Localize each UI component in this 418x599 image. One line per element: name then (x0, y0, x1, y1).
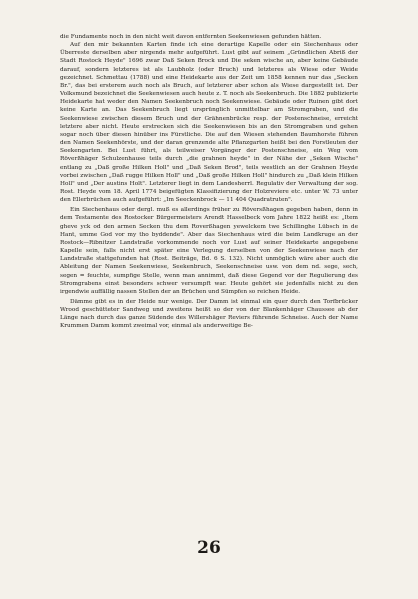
paragraph: Auf den mir bekannten Karten finde ich eine derartige Kapelle oder ein Siechenhaus oder Überreste derselben aber nirgends mehr aufgeführt. Lust gibt auf seinem „Gründlichen Abriß der Stadt Rostock Heyde" 1696 zwar Daß Seken Brock und Die seken wische an, aber keine Gebäude darauf, sondern letzteres ist als Laubholz (oder Bruch) und letzteres als Wiese oder Weide gezeichnet. Schmettau (1788) und eine Heidekarte aus der Zeit um 1858 kennen nur das „Secken Br.", das bei ersterem auch noch als Bruch, auf letzterer aber schon als Wiese dargestellt ist. Der Volksmund bezeichnet die Seekenwiesen auch heute z. T. noch als Seekenbruch. Die 1882 publizierte Heidekarte hat weder den Namen Seekenbruch noch Seekenwiese. Gebäude oder Ruinen gibt dort keine Karte an. Das Seekenbruch liegt ursprünglich unmittelbar am Stromgraben, und die Seekenwiese zwischen diesem Bruch und der Grähnenbrücke resp. der Postenschneise, erreicht letztere aber nicht. Heute erstrecken sich die Seekenwiesen bis an den Stromgraben und gehen sogar noch über diesen hinüber ins Fürstliche. Die auf den Wiesen stehenden Baumhorste führen den Namen Seekenhörste, und der daran grenzende alte Pflanzgarten heißt bei den Forstleuten der Seekengarten. Bei Lust führt, als teilweiser Vorgänger der Postenschneise, ein Weg vom Röverßhäger Schulzenhause teils durch „die grahnen heyde" in der Nähe der „Seken Wische" entlang zu „Daß große Hilken Holl" und „Daß Seken Brod", teils westlich an der Grahnen Heyde vorbei zwischen „Daß rugge Hilken Holl" und „Daß große Hilken Holl" hindurch zu „Daß klein Hilken Holl" und „Der austins Holt". Letzterer liegt in dem Landesherrl. Regulativ der Verwaltung der sog. Rost. Heyde vom 18. April 1774 beigefügten Klassifizierung der Holzreviere etc. unter W. 73 unter den Ellerbrüchen auch aufgeführt: „Im Seeckenbrock — 11 404 Quadratruten". (60, 42, 358, 204)
paragraph: Ein Siechenhaus oder dergl. muß es allerdings früher zu Röversßhagen gegeben haben, denn in dem Testamente des Rostocker Bürgermeisters Arendt Hasselbeck vom Jahre 1822 heißt es: „Item gheve yck od den armen Secken thu dem Roverßhagen yewelckem twe Schillinghe Lübsch in de Hant, umme God vor my tho byddende". Aber das Siechenhaus wird die beim Landkruge an der Rostock—Ribnitzer Landstraße vorkommende noch vor Lust auf seiner Heidekarte angegebene Kapelle sein, falls nicht erst später eine Verlegung derselben von der Seekenwiese nach der Landstraße stattgefunden hat (Rost. Beiträge, Bd. 6 S. 132). Nicht unmöglich wäre aber auch die Ableitung der Namen Seekenwiese, Seekenbruch, Seekenschneise usw. von dem nd. sege, sech, segen = feuchte, sumpfige Stelle, wenn man annimmt, daß diese Gegend vor der Regulierung des Stromgrabens einst besonders schwer versumpft war. Heute gehört sie jedenfalls nicht zu den irgendwie auffällig nassen Stellen der an Brüchen und Sümpfen so reichen Heide. (60, 207, 358, 295)
paragraph: die Fundamente noch in den nicht weit davon entfernten Seekenwiesen gefunden hätten. (60, 34, 322, 40)
body-text (60, 33, 358, 331)
page-number: 26 (197, 538, 221, 558)
paragraph: Dämme gibt es in der Heide nur wenige. Der Damm ist einmal ein quer durch den Torfbrücker Wrood geschütteter Sandweg und zweitens heißt so der von der Blankenhäger Chaussee ab der Länge nach durch das ganze Südende des Willershäger Reviers führende Schneise. Auch der Name Krummen Damm kommt zweimal vor, einmal als anderweitige Be- (60, 299, 358, 330)
